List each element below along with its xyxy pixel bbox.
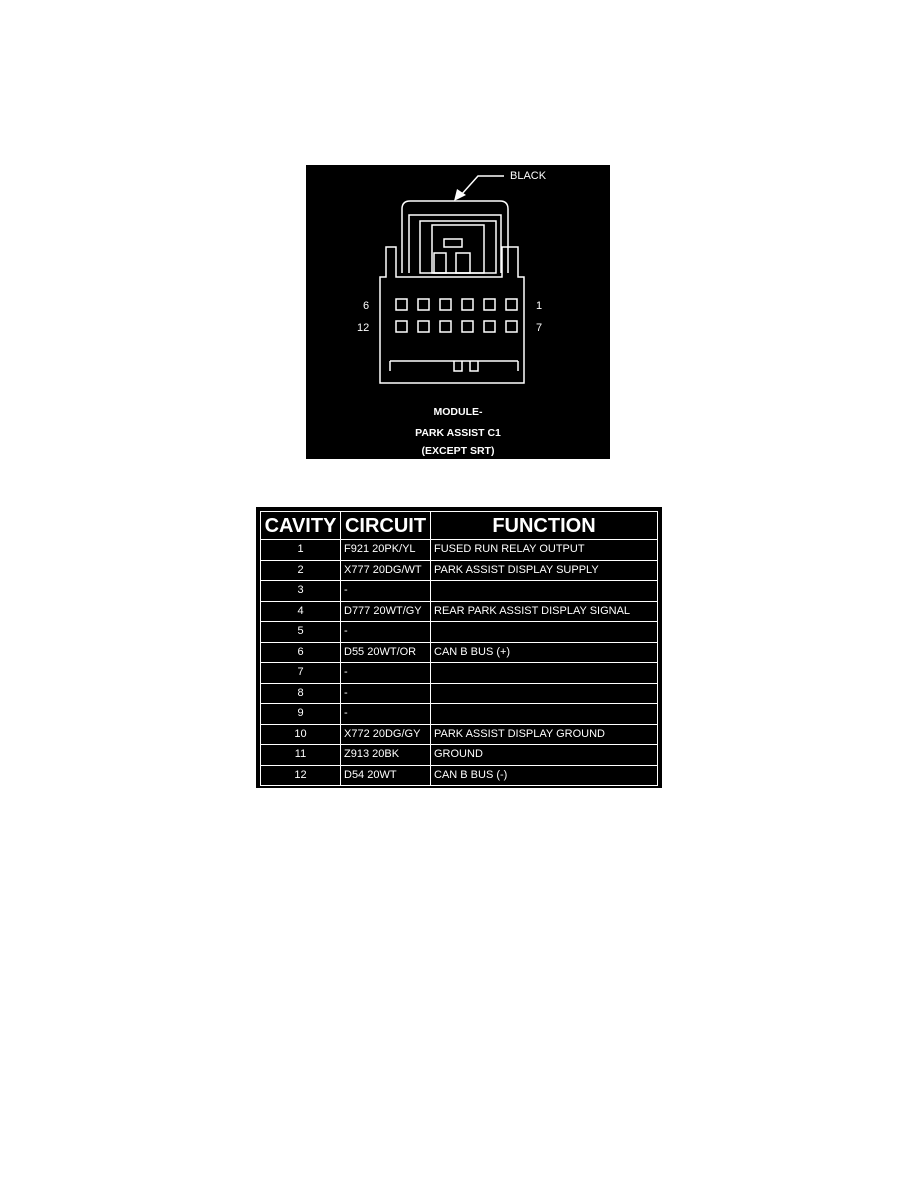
cavity-3 [462, 299, 473, 310]
function-cell: PARK ASSIST DISPLAY SUPPLY [431, 560, 658, 581]
table-header-row [261, 512, 658, 540]
pin-label-1: 1 [536, 300, 543, 312]
table-row [261, 642, 658, 663]
function-cell [431, 622, 658, 643]
pinout-table-panel [256, 507, 662, 788]
circuit-cell: D55 20WT/OR [341, 642, 431, 663]
function-cell: CAN B BUS (-) [431, 765, 658, 786]
function-cell: PARK ASSIST DISPLAY GROUND [431, 724, 658, 745]
connector-color-label: BLACK [510, 170, 547, 182]
header-cavity: CAVITY [261, 512, 341, 540]
cavity-1 [506, 299, 517, 310]
header-function: FUNCTION [431, 512, 658, 540]
function-cell: REAR PARK ASSIST DISPLAY SIGNAL [431, 601, 658, 622]
color-leader-line [461, 176, 504, 195]
cavity-2 [484, 299, 495, 310]
pinout-table-body [261, 540, 658, 786]
table-row [261, 663, 658, 684]
cavity-cell: 5 [261, 622, 341, 643]
table-row [261, 560, 658, 581]
circuit-cell: X777 20DG/WT [341, 560, 431, 581]
function-cell: FUSED RUN RELAY OUTPUT [431, 540, 658, 561]
latch-outer [402, 201, 508, 273]
cavity-cell: 4 [261, 601, 341, 622]
table-row [261, 745, 658, 766]
table-row [261, 765, 658, 786]
pinout-table [260, 511, 658, 786]
function-cell [431, 704, 658, 725]
pin-label-12: 12 [357, 322, 370, 334]
table-row [261, 540, 658, 561]
cavity-cell: 2 [261, 560, 341, 581]
function-cell [431, 683, 658, 704]
cavity-8 [484, 321, 495, 332]
cavity-7 [506, 321, 517, 332]
cavity-cell: 10 [261, 724, 341, 745]
pin-label-7: 7 [536, 322, 543, 334]
latch-inner [409, 215, 501, 273]
cavity-cell: 12 [261, 765, 341, 786]
caption-line-2: PARK ASSIST C1 [415, 427, 501, 439]
circuit-cell: - [341, 581, 431, 602]
cavity-grid [396, 299, 517, 332]
pin-label-6: 6 [363, 300, 370, 312]
cavity-cell: 8 [261, 683, 341, 704]
cavity-6 [396, 299, 407, 310]
cavity-4 [440, 299, 451, 310]
circuit-cell: F921 20PK/YL [341, 540, 431, 561]
cavity-9 [462, 321, 473, 332]
function-cell [431, 663, 658, 684]
cavity-cell: 6 [261, 642, 341, 663]
table-row [261, 581, 658, 602]
circuit-cell: - [341, 704, 431, 725]
table-row [261, 683, 658, 704]
function-cell: CAN B BUS (+) [431, 642, 658, 663]
caption-line-3: (EXCEPT SRT) [421, 445, 495, 457]
table-row [261, 601, 658, 622]
cavity-12 [396, 321, 407, 332]
cavity-cell: 1 [261, 540, 341, 561]
circuit-cell: X772 20DG/GY [341, 724, 431, 745]
connector-diagram [306, 165, 610, 459]
cavity-10 [440, 321, 451, 332]
header-circuit: CIRCUIT [341, 512, 431, 540]
cavity-5 [418, 299, 429, 310]
cavity-cell: 11 [261, 745, 341, 766]
caption-line-1: MODULE- [433, 406, 483, 418]
circuit-cell: D777 20WT/GY [341, 601, 431, 622]
cavity-cell: 3 [261, 581, 341, 602]
circuit-cell: - [341, 622, 431, 643]
function-cell [431, 581, 658, 602]
circuit-cell: - [341, 663, 431, 684]
table-row [261, 704, 658, 725]
circuit-cell: - [341, 683, 431, 704]
circuit-cell: Z913 20BK [341, 745, 431, 766]
cavity-cell: 7 [261, 663, 341, 684]
function-cell: GROUND [431, 745, 658, 766]
table-row [261, 724, 658, 745]
cavity-11 [418, 321, 429, 332]
cavity-cell: 9 [261, 704, 341, 725]
circuit-cell: D54 20WT [341, 765, 431, 786]
table-row [261, 622, 658, 643]
